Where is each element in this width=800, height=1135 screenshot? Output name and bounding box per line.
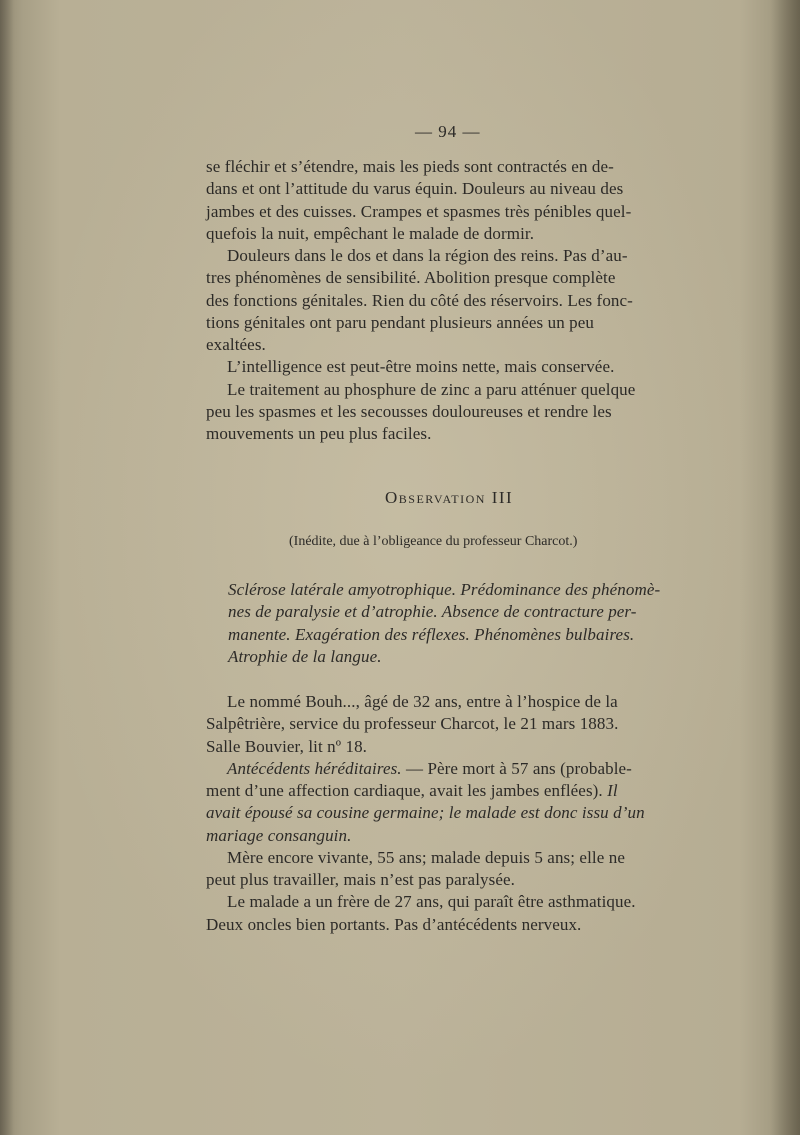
text-line: mouvements un peu plus faciles. [206, 424, 432, 443]
summary-line: nes de paralysie et d’atrophie. Absence de contracture per- [228, 602, 637, 621]
text-line: dans et ont l’attitude du varus équin. Douleurs au niveau des [206, 179, 624, 198]
text-line: tions génitales ont paru pendant plusieurs années un peu [206, 313, 595, 332]
text-line: Mère encore vivante, 55 ans; malade depuis 5 ans; elle ne [227, 848, 625, 867]
text-line: quefois la nuit, empêchant le malade de dormir. [206, 224, 535, 243]
text-line: Le malade a un frère de 27 ans, qui paraît être asthmatique. [227, 892, 636, 911]
summary-line: Sclérose latérale amyotrophique. Prédominance des phénomè- [228, 580, 661, 599]
antecedents-text: ment d’une affection cardiaque, avait les jambes enflées). [206, 781, 608, 800]
text-line: Le nommé Bouh..., âgé de 32 ans, entre à l’hospice de la [227, 692, 618, 711]
text-line: Deux oncles bien portants. Pas d’antécédents nerveux. [206, 915, 582, 934]
text-line: peu les spasmes et les secousses douloureuses et rendre les [206, 402, 612, 421]
text-line: tres phénomènes de sensibilité. Abolition presque complète [206, 268, 616, 287]
antecedents-label: Antécédents héréditaires. [227, 759, 402, 778]
antecedents-line: avait épousé sa cousine germaine; le malade est donc issu d’un [206, 803, 645, 822]
text-line: peut plus travailler, mais n’est pas paralysée. [206, 870, 515, 889]
text-line: Le traitement au phosphure de zinc a paru atténuer quelque [227, 380, 636, 399]
summary-line: manente. Exagération des réflexes. Phénomènes bulbaires. [228, 625, 635, 644]
text-line: Douleurs dans le dos et dans la région des reins. Pas d’au- [227, 246, 628, 265]
antecedents-line [227, 758, 632, 779]
text-line: L’intelligence est peut-être moins nette, mais conservée. [227, 357, 615, 376]
text-line: exaltées. [206, 335, 266, 354]
text-line: Salpêtrière, service du professeur Charcot, le 21 mars 1883. [206, 714, 619, 733]
page-number: — 94 — [415, 122, 481, 141]
observation-title: Observation III [385, 488, 514, 507]
summary-line: Atrophie de la langue. [228, 647, 382, 666]
page-edge-shadow-left [0, 0, 14, 1135]
antecedents-italic: Il [607, 781, 618, 800]
observation-subtitle: (Inédite, due à l’obligeance du professeur Charcot.) [289, 534, 578, 549]
antecedents-line [206, 780, 618, 801]
text-line: des fonctions génitales. Rien du côté des réservoirs. Les fonc- [206, 291, 633, 310]
text-line: jambes et des cuisses. Crampes et spasmes très pénibles quel- [206, 202, 632, 221]
antecedents-line: mariage consanguin. [206, 826, 352, 845]
text-line: Salle Bouvier, lit nº 18. [206, 737, 368, 756]
page-edge-shadow-right [770, 0, 800, 1135]
antecedents-text: — Père mort à 57 ans (probable- [401, 759, 632, 778]
text-line: se fléchir et s’étendre, mais les pieds sont contractés en de- [206, 157, 614, 176]
